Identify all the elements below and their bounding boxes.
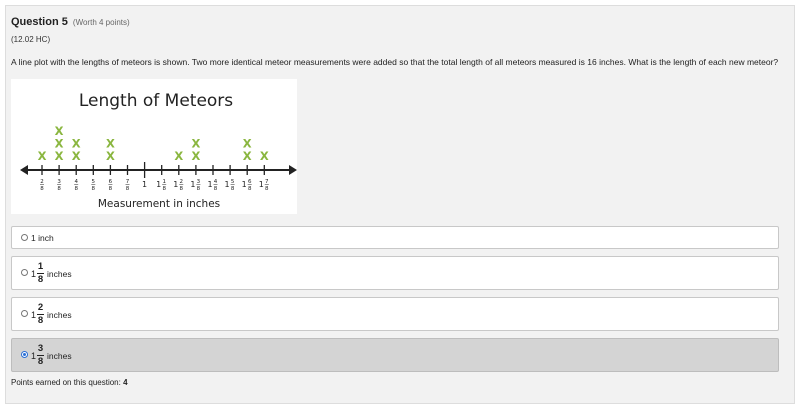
option-numerator-2: 1: [37, 261, 44, 272]
tick-den-1: 8: [57, 186, 61, 192]
line-plot: [11, 79, 297, 214]
tick-whole-10: 1: [207, 180, 213, 189]
radio-1[interactable]: [21, 234, 28, 241]
right-arrow-icon: [289, 165, 297, 175]
tick-num-1: 3: [57, 179, 61, 185]
answer-option-2[interactable]: [11, 256, 779, 290]
x-mark: X: [242, 136, 252, 151]
plot-ticks: [40, 162, 269, 192]
tick-label-6: 1: [142, 180, 148, 189]
x-mark: X: [71, 136, 81, 151]
line-plot-image: [11, 79, 297, 214]
radio-4-selected[interactable]: [21, 351, 28, 358]
tick-den-0: 8: [40, 186, 44, 192]
x-mark: X: [191, 149, 201, 163]
tick-num-9: 3: [196, 179, 201, 185]
tick-num-13: 7: [265, 179, 269, 185]
option-fraction-4: [37, 344, 44, 367]
tick-whole-12: 1: [241, 180, 247, 189]
tick-den-11: 8: [230, 186, 235, 192]
tick-num-5: 7: [125, 179, 130, 185]
tick-num-7: 1: [162, 179, 166, 185]
radio-3[interactable]: [21, 310, 28, 317]
answer-option-1[interactable]: [11, 226, 779, 249]
question-text: A line plot with the lengths of meteors is shown. Two more identical meteor measurements were added so that the total length of all meteors measured is 16 inches. What is the length of each new meteor?: [11, 57, 779, 67]
tick-whole-13: 1: [258, 180, 264, 189]
x-mark: X: [191, 136, 201, 151]
tick-den-5: 8: [125, 186, 130, 192]
answer-option-4[interactable]: [11, 338, 779, 372]
option-numerator-3: 2: [37, 302, 44, 313]
option-denominator-4: 8: [37, 356, 44, 367]
tick-num-12: 6: [247, 179, 252, 185]
option-unit-3: inches: [47, 309, 72, 320]
question-code: (12.02 HC): [11, 35, 51, 44]
option-label-3: [31, 303, 72, 326]
tick-num-2: 4: [74, 179, 78, 185]
tick-num-3: 5: [91, 179, 96, 185]
x-mark: X: [71, 149, 81, 163]
tick-den-10: 8: [213, 186, 218, 192]
option-numerator-4: 3: [37, 343, 44, 354]
tick-num-8: 2: [179, 179, 184, 185]
tick-whole-9: 1: [190, 180, 196, 189]
tick-den-8: 8: [179, 186, 184, 192]
points-earned: [11, 378, 128, 387]
points-label: Points earned on this question:: [11, 378, 121, 387]
x-mark: X: [259, 149, 269, 163]
tick-whole-11: 1: [224, 180, 230, 189]
points-value: 4: [123, 378, 128, 387]
option-text-1: 1 inch: [31, 233, 54, 243]
answer-option-3[interactable]: [11, 297, 779, 331]
plot-title: Length of Meteors: [78, 91, 234, 111]
x-mark: X: [105, 136, 115, 151]
tick-whole-7: 1: [156, 180, 162, 189]
tick-whole-8: 1: [173, 180, 179, 189]
question-number: Question 5: [11, 16, 68, 28]
option-fraction-2: [37, 262, 44, 285]
option-whole-4: 1: [31, 350, 37, 361]
plot-marks: [38, 124, 269, 163]
option-label-1: [31, 233, 54, 243]
tick-den-4: 8: [108, 186, 113, 192]
x-mark: X: [54, 149, 64, 163]
tick-den-12: 8: [247, 186, 252, 192]
option-whole-2: 1: [31, 268, 37, 279]
x-mark: X: [54, 136, 64, 151]
option-label-4: [31, 344, 72, 367]
option-label-2: [31, 262, 72, 285]
option-unit-2: inches: [47, 268, 72, 279]
question-worth: (Worth 4 points): [72, 18, 130, 27]
left-arrow-icon: [20, 165, 28, 175]
tick-den-9: 8: [196, 186, 201, 192]
tick-num-4: 6: [108, 179, 113, 185]
x-mark: X: [105, 149, 115, 163]
tick-den-3: 8: [91, 186, 96, 192]
x-mark: X: [37, 149, 47, 163]
tick-den-13: 8: [265, 186, 269, 192]
question-title: [11, 16, 130, 28]
plot-axis-label: Measurement in inches: [97, 198, 221, 210]
option-fraction-3: [37, 303, 44, 326]
tick-num-11: 5: [230, 179, 235, 185]
option-denominator-3: 8: [37, 315, 44, 326]
tick-num-10: 4: [213, 179, 218, 185]
option-denominator-2: 8: [37, 274, 44, 285]
x-mark: X: [54, 124, 64, 138]
tick-den-7: 8: [162, 186, 166, 192]
tick-den-2: 8: [74, 186, 78, 192]
option-unit-4: inches: [47, 350, 72, 361]
x-mark: X: [242, 149, 252, 163]
x-mark: X: [174, 149, 184, 163]
radio-2[interactable]: [21, 269, 28, 276]
option-whole-3: 1: [31, 309, 37, 320]
tick-num-0: 2: [40, 179, 44, 185]
